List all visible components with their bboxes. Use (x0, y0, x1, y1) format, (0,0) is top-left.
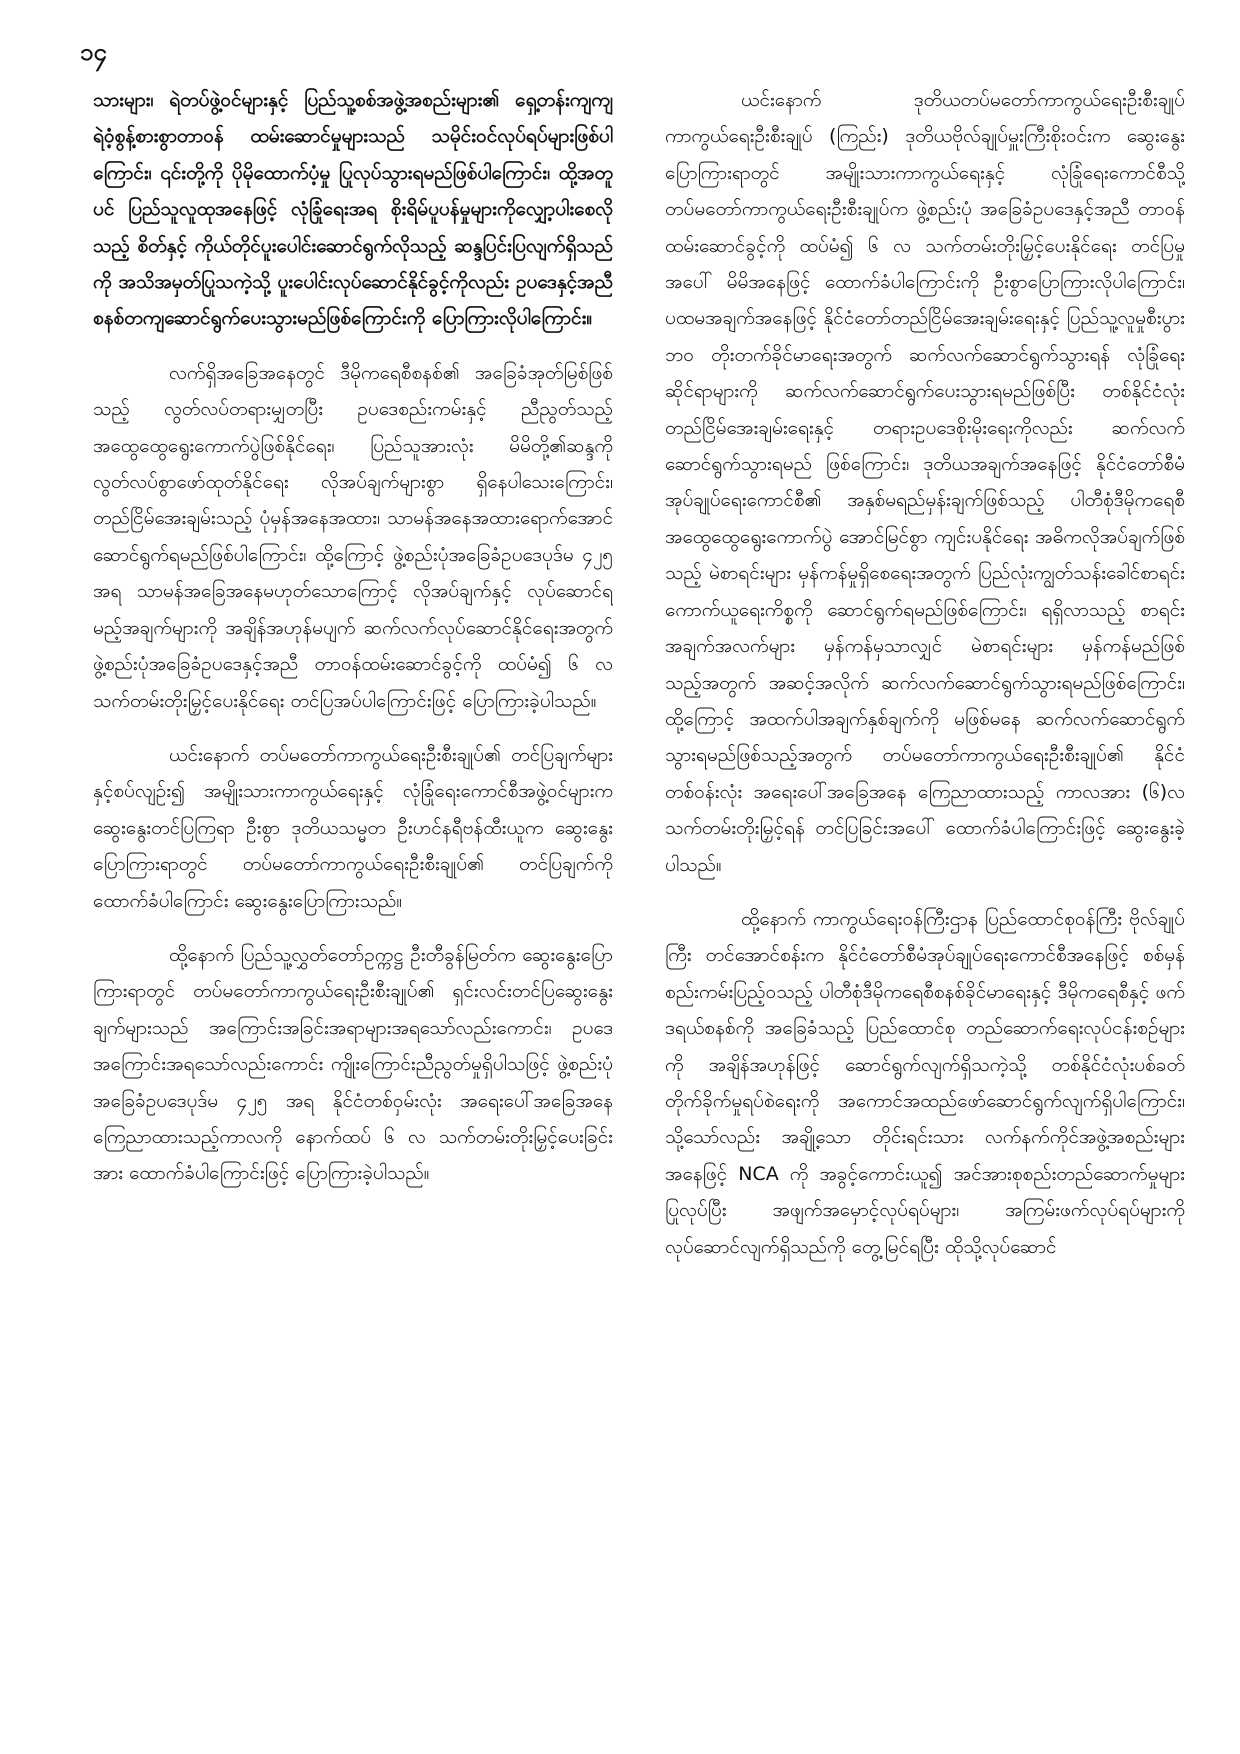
paragraph: သားများ၊ ရဲတပ်ဖွဲ့ဝင်များနှင့် ပြည်သူ့စစ်အဖွဲ့အစည်းများ၏ ရှေ့တန်းကျကျ ရဲဝံ့စွန့်စားစွာတာဝန် ထမ်းဆောင်မှုများသည် သမိုင်းဝင်လုပ်ရပ်များဖြစ်ပါကြောင်း၊ ၎င်းတို့ကို ပိုမိုထောက်ပံ့မှု ပြုလုပ်သွားရမည်ဖြစ်ပါကြောင်း၊ ထို့အတူပင် ပြည်သူလူထုအနေဖြင့် လုံခြုံရေးအရ စိုးရိမ်ပူပန်မှုများကိုလျှော့ပါးစေလိုသည့် စိတ်နှင့် ကိုယ်တိုင်ပူးပေါင်းဆောင်ရွက်လိုသည့် ဆန္ဒပြင်းပြလျက်ရှိသည်ကို အသိအမှတ်ပြုသကဲ့သို့ ပူးပေါင်းလုပ်ဆောင်နိုင်ခွင့်ကိုလည်း ဥပဒေနှင့်အညီ စနစ်တကျဆောင်ရွက်ပေးသွားမည်ဖြစ်ကြောင်းကို ပြောကြားလိုပါကြောင်း။ (93, 89, 613, 330)
paragraph: ထို့နောက် ပြည်သူ့လွှတ်တော်ဥက္ကဋ္ဌ ဦးတီခွန်မြတ်က ဆွေးနွေးပြောကြားရာတွင် တပ်မတော်ကာကွယ်ရေးဦးစီးချုပ်၏ ရှင်းလင်းတင်ပြဆွေးနွေးချက်များသည် အကြောင်းအခြင်းအရာများအရသော်လည်းကောင်း၊ ဥပဒေအကြောင်းအရသော်လည်းကောင်း ကျိုးကြောင်းညီညွတ်မှုရှိပါသဖြင့် ဖွဲ့စည်းပုံအခြေခံဥပဒေပုဒ်မ ၄၂၅ အရ နိုင်ငံတစ်ဝှမ်းလုံး အရေးပေါ်အခြေအနေကြေညာထားသည့်ကာလကို နောက်ထပ် ၆ လ သက်တမ်းတိုးမြှင့်ပေးခြင်းအား ထောက်ခံပါကြောင်းဖြင့် ပြောကြားခဲ့ပါသည်။ (93, 943, 613, 1185)
left-column (93, 82, 613, 1702)
paragraph: ယင်းနောက် ဒုတိယတပ်မတော်ကာကွယ်ရေးဦးစီးချုပ် ကာကွယ်ရေးဦးစီးချုပ် (ကြည်း) ဒုတိယဗိုလ်ချုပ်မှူးကြီးစိုးဝင်းက ဆွေးနွေးပြောကြားရာတွင် အမျိုးသားကာကွယ်ရေးနှင့် လုံခြုံရေးကောင်စီသို့ တပ်မတော်ကာကွယ်ရေးဦးစီးချုပ်က ဖွဲ့စည်းပုံ အခြေခံဥပဒေနှင့်အညီ တာဝန်ထမ်းဆောင်ခွင့်ကို ထပ်မံ၍ ၆ လ သက်တမ်းတိုးမြှင့်ပေးနိုင်ရေး တင်ပြမှုအပေါ် မိမိအနေဖြင့် ထောက်ခံပါကြောင်းကို ဦးစွာပြောကြားလိုပါကြောင်း၊ ပထမအချက်အနေဖြင့် နိုင်ငံတော်တည်ငြိမ်အေးချမ်းရေးနှင့် ပြည်သူ့လူမှုစီးပွားဘဝ တိုးတက်ခိုင်မာရေးအတွက် ဆက်လက်ဆောင်ရွက်သွားရန် လုံခြုံရေးဆိုင်ရာများကို ဆက်လက်ဆောင်ရွက်ပေးသွားရမည်ဖြစ်ပြီး တစ်နိုင်ငံလုံးတည်ငြိမ်အေးချမ်းရေးနှင့် တရားဥပဒေစိုးမိုးရေးကိုလည်း ဆက်လက်ဆောင်ရွက်သွားရမည် ဖြစ်ကြောင်း၊ ဒုတိယအချက်အနေဖြင့် နိုင်ငံတော်စီမံအုပ်ချုပ်ရေးကောင်စီ၏ အနှစ်မရည်မှန်းချက်ဖြစ်သည့် ပါတီစုံဒီမိုကရေစီအထွေထွေရွေးကောက်ပွဲ အောင်မြင်စွာ ကျင်းပနိုင်ရေး အဓိကလိုအပ်ချက်ဖြစ်သည့် မဲစာရင်းများ မှန်ကန်မှုရှိစေရေးအတွက် ပြည်လုံးကျွတ်သန်းခေါင်စာရင်း ကောက်ယူရေးကိစ္စကို ဆောင်ရွက်ရမည်ဖြစ်ကြောင်း၊ ရရှိလာသည့် စာရင်းအချက်အလက်များ မှန်ကန်မှသာလျှင် မဲစာရင်းများ မှန်ကန်မည်ဖြစ်သည့်အတွက် အဆင့်အလိုက် ဆက်လက်ဆောင်ရွက်သွားရမည်ဖြစ်ကြောင်း၊ ထို့ကြောင့် အထက်ပါအချက်နှစ်ချက်ကို မဖြစ်မနေ ဆက်လက်ဆောင်ရွက်သွားရမည်ဖြစ်သည့်အတွက် တပ်မတော်ကာကွယ်ရေးဦးစီးချုပ်၏ နိုင်ငံတစ်ဝန်းလုံး အရေးပေါ်အခြေအနေ ကြေညာထားသည့် ကာလအား (၆)လ သက်တမ်းတိုးမြှင့်ရန် တင်ပြခြင်းအပေါ် ထောက်ခံပါကြောင်းဖြင့် ဆွေးနွေးခဲ့ပါသည်။ (665, 89, 1185, 876)
paragraph: လက်ရှိအခြေအနေတွင် ဒီမိုကရေစီစနစ်၏ အခြေခံအုတ်မြစ်ဖြစ်သည့် လွတ်လပ်တရားမျှတပြီး ဥပဒေစည်းကမ်းနှင့် ညီညွတ်သည့် အထွေထွေရွေးကောက်ပွဲဖြစ်နိုင်ရေး၊ ပြည်သူအားလုံး မိမိတို့၏ဆန္ဒကို လွတ်လပ်စွာဖော်ထုတ်နိုင်ရေး လိုအပ်ချက်များစွာ ရှိနေပါသေးကြောင်း၊ တည်ငြိမ်အေးချမ်းသည့် ပုံမှန်အနေအထား၊ သာမန်အနေအထားရောက်အောင် ဆောင်ရွက်ရမည်ဖြစ်ပါကြောင်း၊ ထို့ကြောင့် ဖွဲ့စည်းပုံအခြေခံဥပဒေပုဒ်မ ၄၂၅ အရ သာမန်အခြေအနေမဟုတ်သောကြောင့် လိုအပ်ချက်နှင့် လုပ်ဆောင်ရမည့်အချက်များကို အချိန်အဟုန်မပျက် ဆက်လက်လုပ်ဆောင်နိုင်ရေးအတွက် ဖွဲ့စည်းပုံအခြေခံဥပဒေနှင့်အညီ တာဝန်ထမ်းဆောင်ခွင့်ကို ထပ်မံ၍ ၆ လ သက်တမ်းတိုးမြှင့်ပေးနိုင်ရေး တင်ပြအပ်ပါကြောင်းဖြင့် ပြောကြားခဲ့ပါသည်။ (93, 361, 613, 712)
page-number: ၁၄ (80, 38, 107, 66)
paragraph: ထို့နောက် ကာကွယ်ရေးဝန်ကြီးဌာန ပြည်ထောင်စုဝန်ကြီး ဗိုလ်ချုပ်ကြီး တင်အောင်စန်းက နိုင်ငံတော်စီမံအုပ်ချုပ်ရေးကောင်စီအနေဖြင့် စစ်မှန်စည်းကမ်းပြည့်ဝသည့် ပါတီစုံဒီမိုကရေစီစနစ်ခိုင်မာရေးနှင့် ဒီမိုကရေစီနှင့် ဖက်ဒရယ်စနစ်ကို အခြေခံသည့် ပြည်ထောင်စု တည်ဆောက်ရေးလုပ်ငန်းစဉ်များကို အချိန်အဟုန်ဖြင့် ဆောင်ရွက်လျက်ရှိသကဲ့သို့ တစ်နိုင်ငံလုံးပစ်ခတ်တိုက်ခိုက်မှုရပ်စဲရေးကို အကောင်အထည်ဖော်ဆောင်ရွက်လျက်ရှိပါကြောင်း၊ သို့သော်လည်း အချို့သော တိုင်းရင်းသား လက်နက်ကိုင်အဖွဲ့အစည်းများအနေဖြင့် NCA ကို အခွင့်ကောင်းယူ၍ အင်အားစုစည်းတည်ဆောက်မှုများပြုလုပ်ပြီး အဖျက်အမှောင့်လုပ်ရပ်များ၊ အကြမ်းဖက်လုပ်ရပ်များကို လုပ်ဆောင်လျက်ရှိသည်ကို တွေ့မြင်ရပြီး ထိုသို့လုပ်ဆောင် (665, 907, 1185, 1258)
right-column (665, 82, 1185, 1702)
paragraph: ယင်းနောက် တပ်မတော်ကာကွယ်ရေးဦးစီးချုပ်၏ တင်ပြချက်များနှင့်စပ်လျဉ်း၍ အမျိုးသားကာကွယ်ရေးနှင့် လုံခြုံရေးကောင်စီအဖွဲ့ဝင်များက ဆွေးနွေးတင်ပြကြရာ ဦးစွာ ဒုတိယသမ္မတ ဦးဟင်နရီဗန်ထီးယူက ဆွေးနွေးပြောကြားရာတွင် တပ်မတော်ကာကွယ်ရေးဦးစီးချုပ်၏ တင်ပြချက်ကိုထောက်ခံပါကြောင်း ဆွေးနွေးပြောကြားသည်။ (93, 743, 613, 912)
